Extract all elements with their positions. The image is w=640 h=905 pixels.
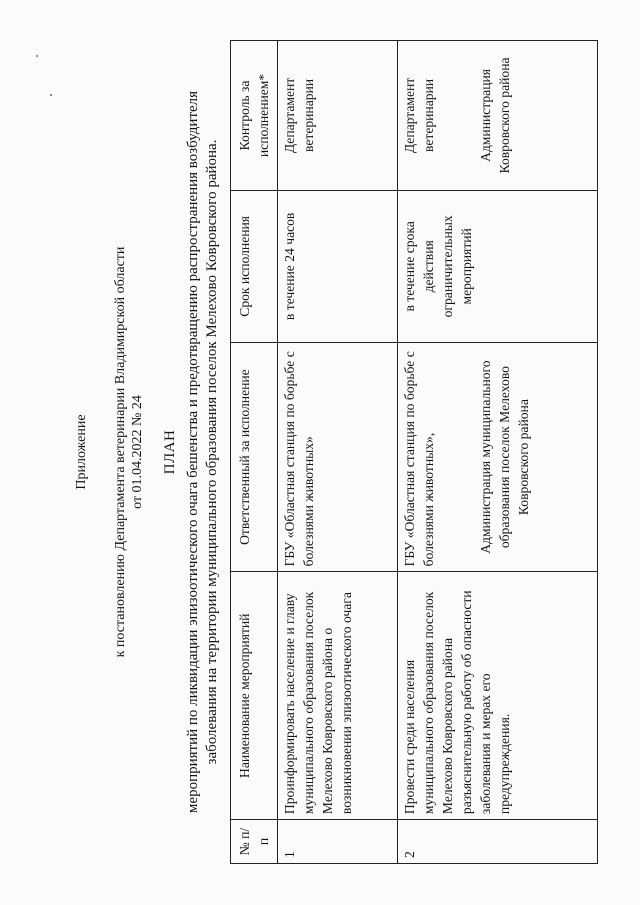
row-control-primary: Департамент ветеринарии <box>402 77 436 154</box>
scan-speck <box>50 94 52 96</box>
col-header-num: № п/п <box>231 820 278 864</box>
row-responsible-primary: ГБУ «Областная станция по борьбе с болезнями животных», <box>402 351 436 567</box>
col-header-responsible: Ответственный за исполнение <box>231 342 278 572</box>
decree-line-2: от 01.04.2022 № 24 <box>130 395 145 509</box>
plan-table <box>230 40 598 864</box>
plan-title: ПЛАН <box>162 429 178 475</box>
row-name: Провести среди населения муниципального образования поселок Мелехово Ковровского района разъяснительную работу об опасности заболевания и мерах его предупреждения. <box>398 572 598 820</box>
row-responsible <box>278 342 398 572</box>
decree-reference <box>112 12 146 892</box>
rotated-document-page <box>20 12 620 892</box>
row-responsible-secondary: Администрация муниципального образования поселок Мелехово Ковровского района <box>478 360 531 554</box>
row-name: Проинформировать население и главу муниципального образования поселок Мелехово Ковровского района о возникновении эпизоотического очага <box>278 572 398 820</box>
decree-line-1: к постановлению Департамента ветеринарии Владимирской области <box>113 246 128 658</box>
row-num: 2 <box>398 820 598 864</box>
row-control <box>278 41 398 191</box>
row-num: 1 <box>278 820 398 864</box>
col-header-control: Контроль за исполнением* <box>231 41 278 191</box>
table-header-row <box>231 41 278 864</box>
plan-subtitle-line-2: заболевания на территории муниципального образования поселок Мелехово Ковровского района. <box>204 139 220 765</box>
row-deadline: в течение 24 часов <box>278 190 398 342</box>
scan-speck <box>36 55 38 57</box>
appendix-label: Приложение <box>74 414 89 490</box>
row-deadline: в течение срока действия ограничительных мероприятий <box>398 190 598 342</box>
table-row <box>398 41 598 864</box>
row-responsible-primary: ГБУ «Областная станция по борьбе с болезнями животных» <box>282 351 316 567</box>
row-responsible <box>398 342 598 572</box>
table-row <box>278 41 398 864</box>
row-control-primary: Департамент ветеринарии <box>282 77 316 154</box>
row-control <box>398 41 598 191</box>
plan-subtitle-line-1: мероприятий по ликвидации эпизоотического очага бешенства и предотвращению распространения возбудителя <box>185 90 201 814</box>
row-control-secondary: Администрация Ковровского района <box>478 57 512 174</box>
plan-subtitle <box>184 12 222 892</box>
col-header-name: Наименование мероприятий <box>231 572 278 820</box>
col-header-deadline: Срок исполнения <box>231 190 278 342</box>
